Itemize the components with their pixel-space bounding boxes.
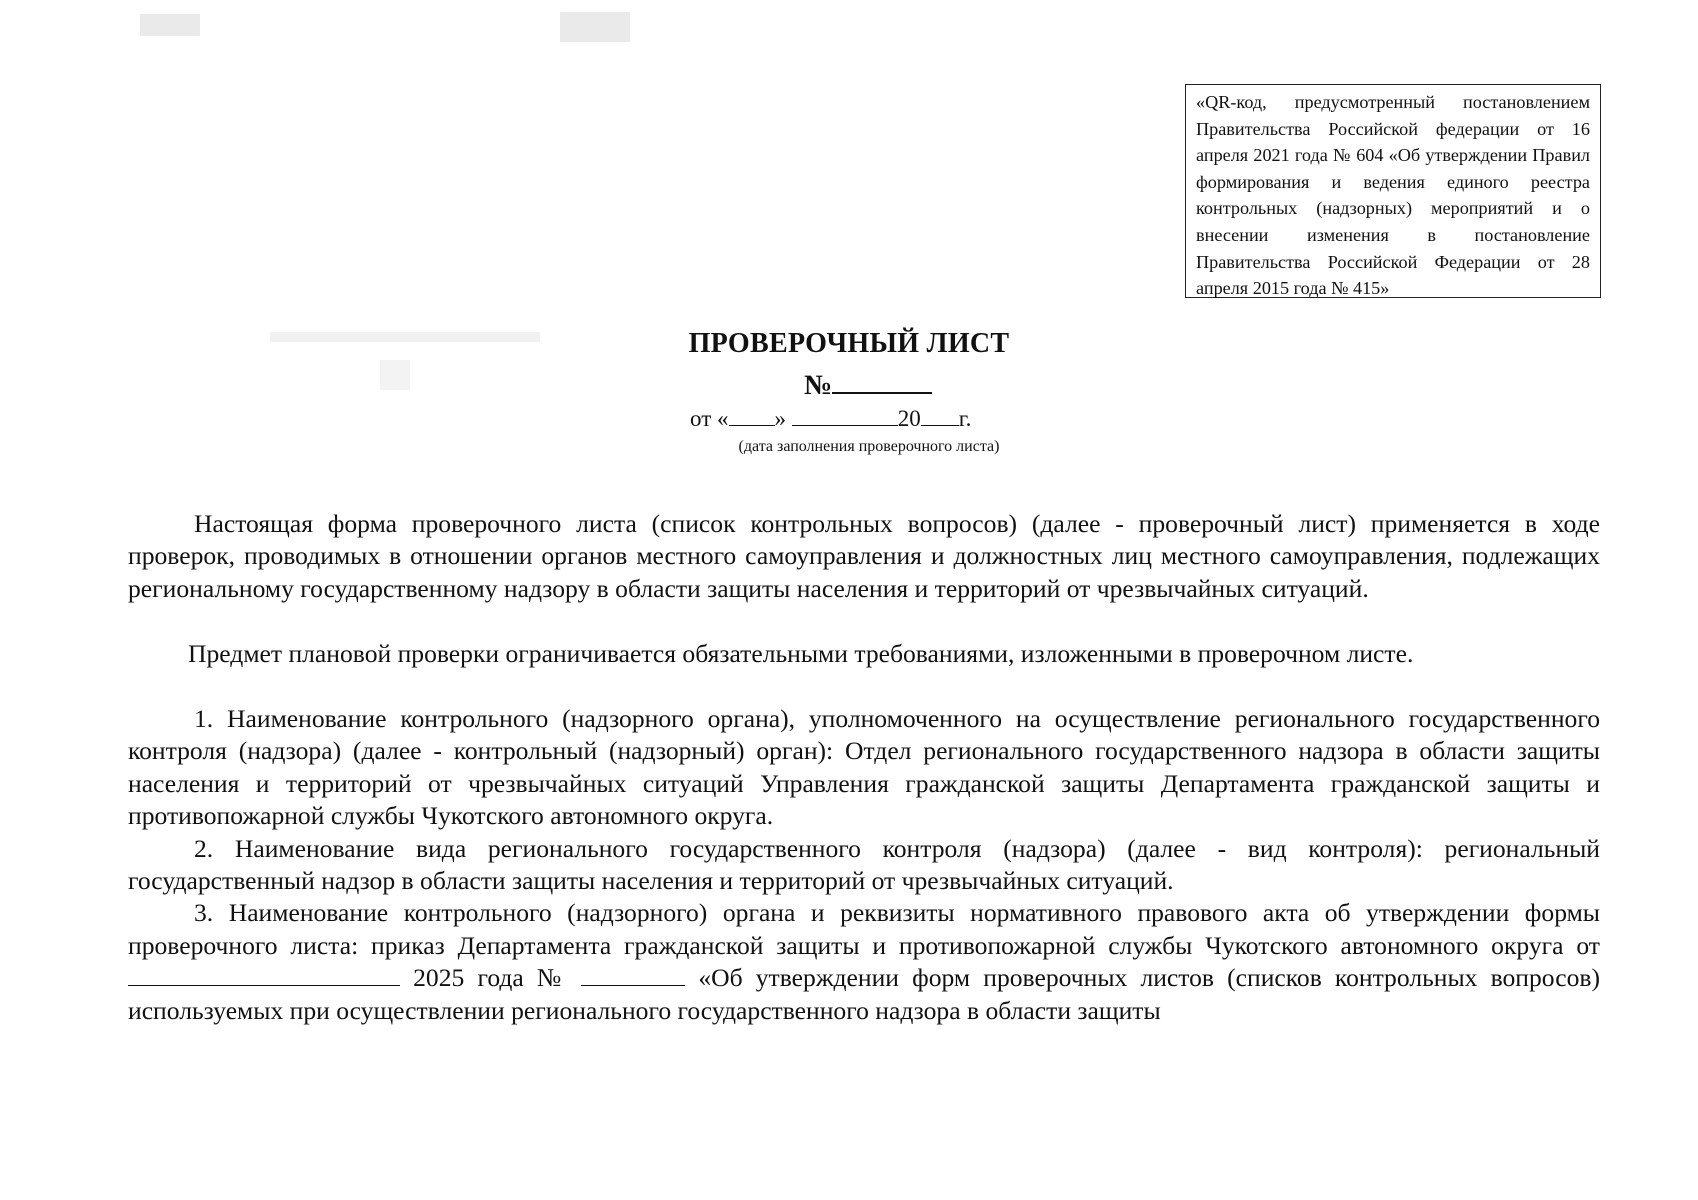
date-caption: (дата заполнения проверочного листа) — [738, 438, 1000, 455]
intro-paragraph-1: Настоящая форма проверочного листа (список контрольных вопросов) (далее - проверочный лист) применяется в ходе проверок, проводимых в отношении органов местного самоуправления и должностных лиц местного самоуправления, подлежащих региональному государственному надзору в области защиты населения и территорий от чрезвычайных ситуаций. — [128, 509, 1600, 603]
date-prefix: от « — [690, 406, 729, 431]
year-prefix: 20 — [897, 406, 921, 431]
scan-artifact — [560, 12, 630, 42]
checklist-items — [128, 703, 1600, 1027]
date-suffix: г. — [958, 406, 972, 431]
order-number-blank — [581, 963, 685, 986]
scan-artifact — [140, 14, 200, 36]
item-3: 3. Наименование контрольного (надзорного) органа и реквизиты нормативного правового акта об утверждении формы проверочного листа: приказ Департамента гражданской защиты и противопожарной службы Чукотского автономного округа от 2025 года № «Об утверждении форм проверочных листов (списков контрольных вопросов) используемых при осуществлении регионального государственного надзора в области защиты — [128, 898, 1600, 1025]
item-2: 2. Наименование вида регионального государственного контроля (надзора) (далее - вид контроля): региональный государственный надзор в области защиты населения и территорий от чрезвычайных ситуаций. — [128, 833, 1600, 896]
month-blank — [792, 406, 898, 426]
intro-paragraph-2: Предмет плановой проверки ограничивается обязательными требованиями, изложенными в проверочном листе. — [188, 639, 1414, 668]
document-number — [804, 368, 932, 404]
document-title: ПРОВЕРОЧНЫЙ ЛИСТ — [688, 328, 1010, 359]
fill-date-line — [690, 404, 971, 434]
scan-artifact — [380, 360, 410, 390]
day-blank — [729, 406, 775, 426]
number-blank — [832, 368, 932, 394]
order-date-blank — [128, 963, 400, 986]
year-blank — [921, 406, 959, 426]
date-mid: » — [774, 406, 786, 431]
qr-code-notice-text: «QR-код, предусмотренный постановлением Правительства Российской федерации от 16 апреля 2021 года № 604 «Об утверждении Правил формирования и ведения единого реестра контрольных (надзорных) мероприятий и о внесении изменения в постановление Правительства Российской Федерации от 28 апреля 2015 года № 415» — [1196, 92, 1590, 299]
qr-code-notice-box — [1185, 84, 1601, 298]
number-label: № — [804, 370, 833, 401]
item-1: 1. Наименование контрольного (надзорного органа), уполномоченного на осуществление регионального государственного контроля (надзора) (далее - контрольный (надзорный) орган): Отдел регионального государственного надзора в области защиты населения и территорий от чрезвычайных ситуаций Управления гражданской защиты Департамента гражданской защиты и противопожарной службы Чукотского автономного округа. — [128, 704, 1600, 831]
